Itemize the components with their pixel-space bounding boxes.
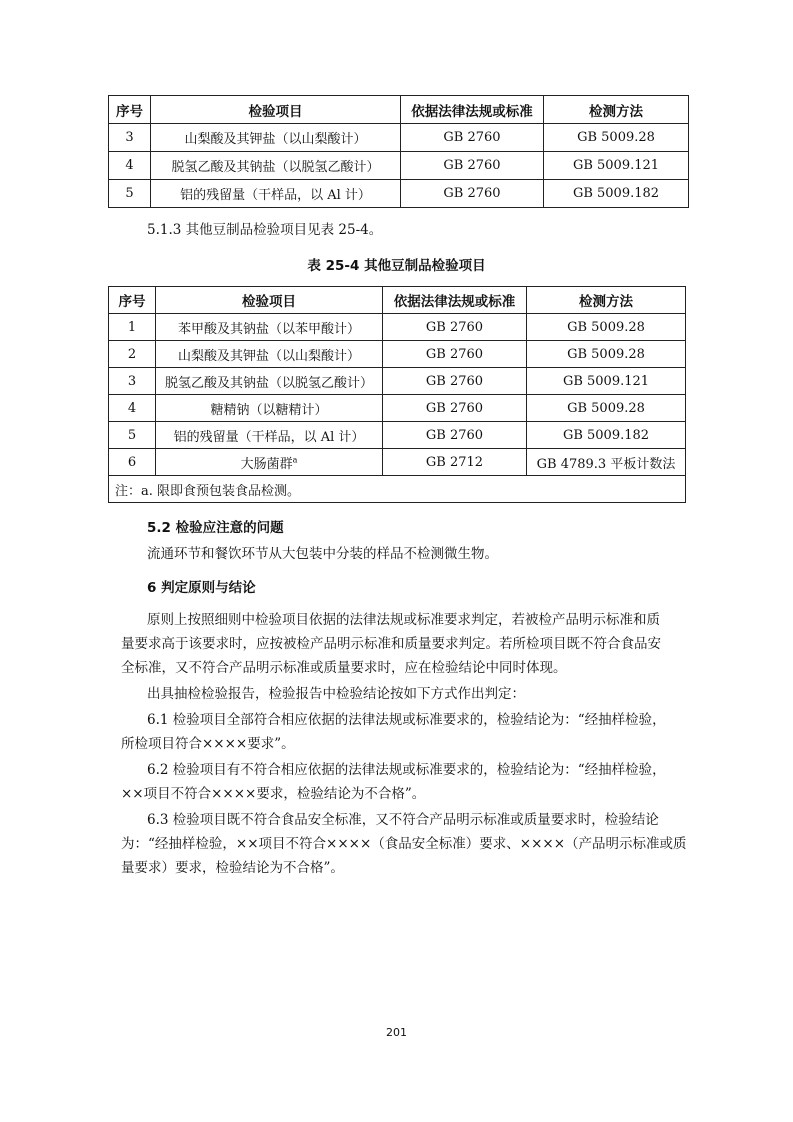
paragraph-line: 量要求高于该要求时，应按被检产品明示标准和质量要求判定。若所检项目既不符合食品安 xyxy=(121,636,661,652)
table-row xyxy=(109,422,686,449)
cell-index: 3 xyxy=(109,368,156,395)
table-header-row xyxy=(109,96,689,124)
cell-index: 3 xyxy=(109,124,151,152)
paragraph-line: 6.1 检验项目全部符合相应依据的法律法规或标准要求的，检验结论为：“经抽样检验， xyxy=(147,712,666,728)
cell-method: GB 4789.3 平板计数法 xyxy=(527,449,686,476)
section-5-2-heading: 5.2 检验应注意的问题 xyxy=(147,520,284,536)
paragraph-line: 原则上按照细则中检验项目依据的法律法规或标准要求判定，若被检产品明示标准和质 xyxy=(147,612,660,628)
cell-method: GB 5009.28 xyxy=(527,341,686,368)
header-item: 检验项目 xyxy=(156,287,383,314)
cell-method: GB 5009.182 xyxy=(544,180,689,208)
table-row xyxy=(109,395,686,422)
cell-item: 铝的残留量（干样品，以 Al 计） xyxy=(151,180,401,208)
paragraph-line: 量要求）要求，检验结论为不合格”。 xyxy=(121,860,344,876)
cell-basis: GB 2760 xyxy=(401,180,544,208)
cell-item: 脱氢乙酸及其钠盐（以脱氢乙酸计） xyxy=(156,368,383,395)
cell-method: GB 5009.28 xyxy=(527,395,686,422)
section-6-heading: 6 判定原则与结论 xyxy=(147,580,256,596)
cell-item: 苯甲酸及其钠盐（以苯甲酸计） xyxy=(156,314,383,341)
header-method: 检测方法 xyxy=(527,287,686,314)
table-row xyxy=(109,341,686,368)
table-note-row xyxy=(109,476,686,503)
cell-basis: GB 2760 xyxy=(383,395,527,422)
cell-method: GB 5009.121 xyxy=(527,368,686,395)
header-index: 序号 xyxy=(109,287,156,314)
table-row xyxy=(109,180,689,208)
paragraph-line: 为：“经抽样检验，××项目不符合××××（食品安全标准）要求、××××（产品明示标准或质 xyxy=(121,836,687,852)
cell-basis: GB 2712 xyxy=(383,449,527,476)
header-basis: 依据法律法规或标准 xyxy=(383,287,527,314)
cell-index: 1 xyxy=(109,314,156,341)
table-row xyxy=(109,152,689,180)
cell-basis: GB 2760 xyxy=(383,314,527,341)
cell-index: 5 xyxy=(109,180,151,208)
cell-method: GB 5009.28 xyxy=(527,314,686,341)
cell-index: 6 xyxy=(109,449,156,476)
item-text: 大肠菌群 xyxy=(240,456,293,472)
cell-index: 2 xyxy=(109,341,156,368)
table-row xyxy=(109,314,686,341)
cell-item: 脱氢乙酸及其钠盐（以脱氢乙酸计） xyxy=(151,152,401,180)
header-basis: 依据法律法规或标准 xyxy=(401,96,544,124)
table-title: 表 25-4 其他豆制品检验项目 xyxy=(307,258,486,274)
header-index: 序号 xyxy=(109,96,151,124)
cell-basis: GB 2760 xyxy=(383,341,527,368)
cell-item: 山梨酸及其钾盐（以山梨酸计） xyxy=(156,341,383,368)
cell-item: 山梨酸及其钾盐（以山梨酸计） xyxy=(151,124,401,152)
cell-index: 4 xyxy=(109,395,156,422)
cell-index: 4 xyxy=(109,152,151,180)
cell-method: GB 5009.28 xyxy=(544,124,689,152)
header-method: 检测方法 xyxy=(544,96,689,124)
cell-method: GB 5009.182 xyxy=(527,422,686,449)
cell-method: GB 5009.121 xyxy=(544,152,689,180)
section-5-2-text: 流通环节和餐饮环节从大包装中分装的样品不检测微生物。 xyxy=(147,546,498,562)
header-item: 检验项目 xyxy=(151,96,401,124)
paragraph-line: ××项目不符合××××要求，检验结论为不合格”。 xyxy=(121,786,426,802)
paragraph-line: 出具抽检检验报告，检验报告中检验结论按如下方式作出判定： xyxy=(147,686,525,702)
cell-item xyxy=(156,449,383,476)
table-row xyxy=(109,124,689,152)
table-row xyxy=(109,449,686,476)
paragraph-line: 6.2 检验项目有不符合相应依据的法律法规或标准要求的，检验结论为：“经抽样检验， xyxy=(147,762,666,778)
paragraph-line: 6.3 检验项目既不符合食品安全标准，又不符合产品明示标准或质量要求时，检验结论 xyxy=(147,812,659,828)
cell-item: 糖精钠（以糖精计） xyxy=(156,395,383,422)
cell-basis: GB 2760 xyxy=(383,368,527,395)
table-continued xyxy=(108,95,689,208)
cell-index: 5 xyxy=(109,422,156,449)
table-row xyxy=(109,368,686,395)
footnote-marker: a xyxy=(292,455,298,465)
table-note: 注：a. 限即食预包装食品检测。 xyxy=(109,476,686,503)
paragraph-line: 所检项目符合××××要求”。 xyxy=(121,736,295,752)
cell-item: 铝的残留量（干样品，以 Al 计） xyxy=(156,422,383,449)
cell-basis: GB 2760 xyxy=(401,124,544,152)
table-25-4 xyxy=(108,286,686,503)
paragraph-line: 全标准，又不符合产品明示标准或质量要求时，应在检验结论中同时体现。 xyxy=(121,660,567,676)
cell-basis: GB 2760 xyxy=(383,422,527,449)
table-header-row xyxy=(109,287,686,314)
intro-line: 5.1.3 其他豆制品检验项目见表 25-4。 xyxy=(147,222,383,238)
cell-basis: GB 2760 xyxy=(401,152,544,180)
page-number: 201 xyxy=(386,1026,407,1039)
